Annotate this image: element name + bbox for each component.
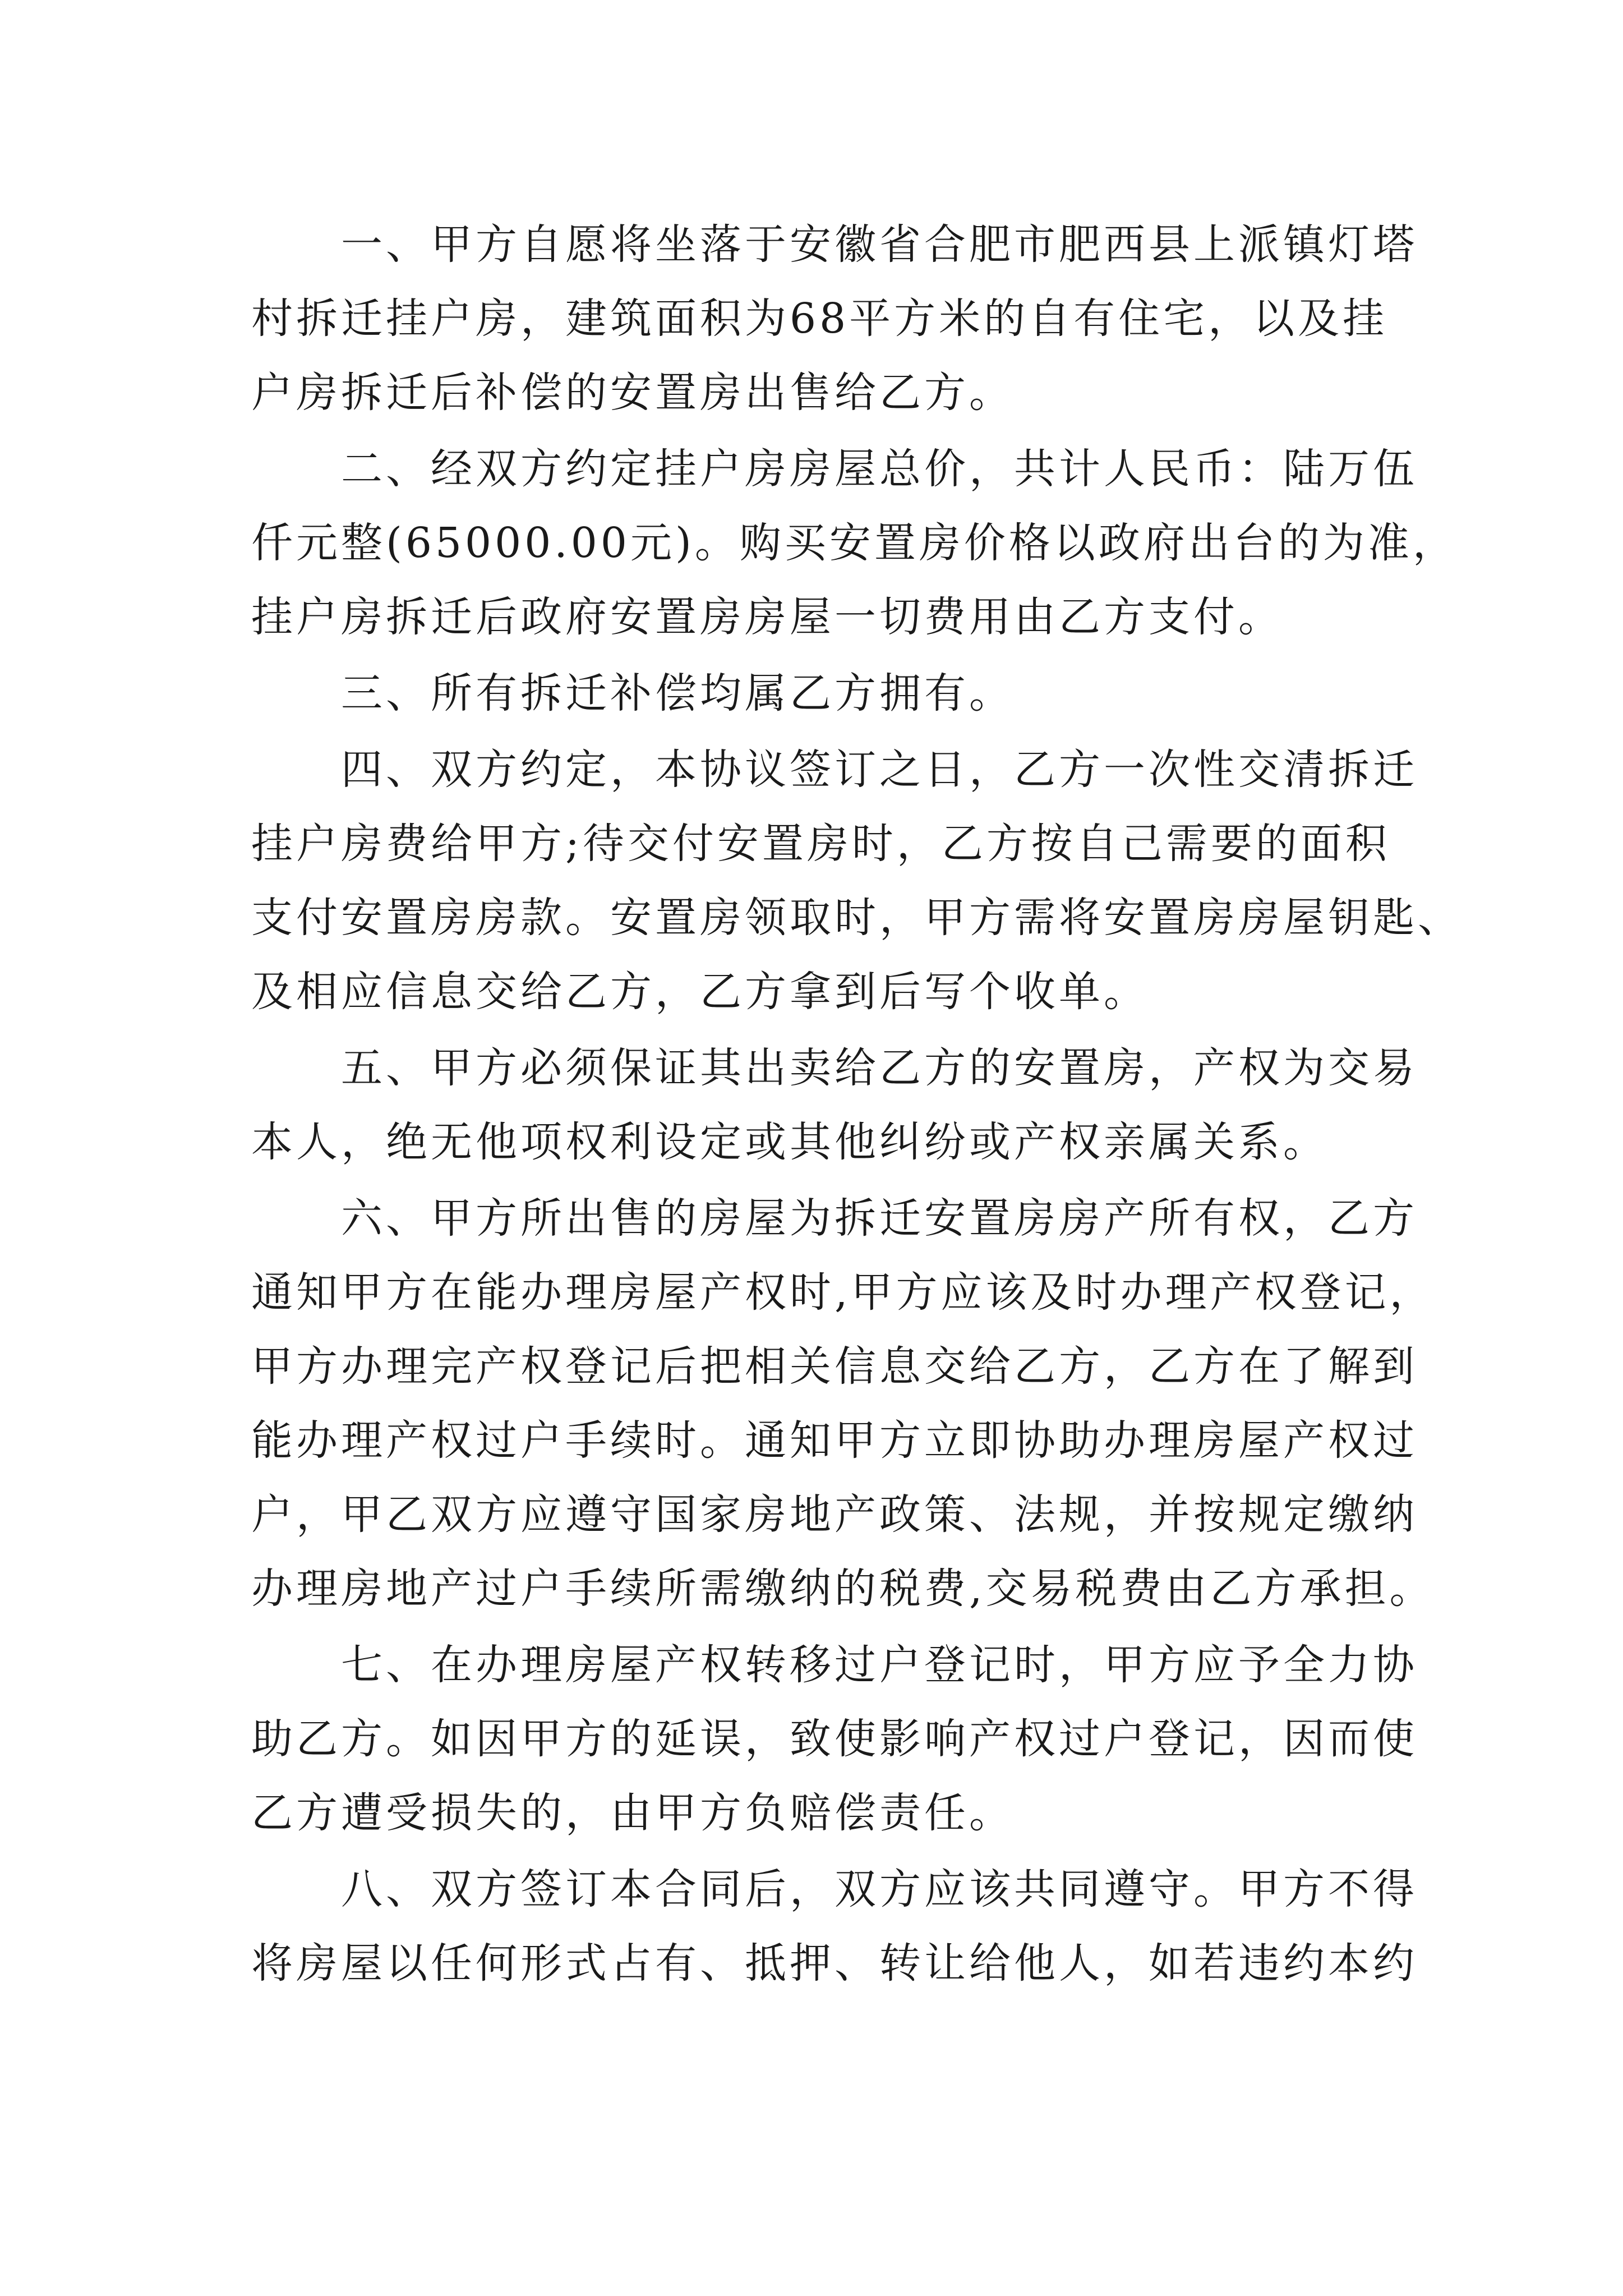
clause-line: 户，甲乙双方应遵守国家房地产政策、法规，并按规定缴纳 bbox=[251, 1490, 1418, 1539]
clause-2 bbox=[251, 432, 1458, 654]
clause-line: 挂户房拆迁后政府安置房房屋一切费用由乙方支付。 bbox=[251, 593, 1283, 641]
clause-line: 本人，绝无他项权利设定或其他纠纷或产权亲属关系。 bbox=[251, 1118, 1328, 1166]
clause-line: 六、甲方所出售的房屋为拆迁安置房房产所有权，乙方 bbox=[341, 1194, 1418, 1243]
clause-line: 五、甲方必须保证其出卖给乙方的安置房，产权为交易 bbox=[341, 1044, 1418, 1092]
clause-line: 将房屋以任何形式占有、抵押、转让给他人，如若违约本约 bbox=[251, 1939, 1418, 1987]
clause-line: 通知甲方在能办理房屋产权时,甲方应该及时办理产权登记， bbox=[251, 1268, 1435, 1317]
clause-line: 八、双方签订本合同后，双方应该共同遵守。甲方不得 bbox=[341, 1865, 1418, 1913]
clause-line: 挂户房费给甲方;待交付安置房时，乙方按自己需要的面积 bbox=[251, 820, 1390, 868]
clause-3 bbox=[251, 656, 1384, 730]
clause-4 bbox=[251, 733, 1463, 1029]
clause-8 bbox=[251, 1852, 1418, 2000]
clause-5 bbox=[251, 1031, 1418, 1179]
clause-1 bbox=[251, 208, 1418, 430]
clause-line: 甲方办理完产权登记后把相关信息交给乙方，乙方在了解到 bbox=[251, 1342, 1418, 1391]
clause-line: 三、所有拆迁补偿均属乙方拥有。 bbox=[341, 669, 1014, 717]
clause-line: 村拆迁挂户房，建筑面积为68平方米的自有住宅，以及挂 bbox=[251, 295, 1388, 343]
clause-line: 支付安置房房款。安置房领取时，甲方需将安置房房屋钥匙、 bbox=[251, 894, 1463, 942]
clause-line: 办理房地产过户手续所需缴纳的税费,交易税费由乙方承担。 bbox=[251, 1565, 1435, 1613]
clause-line: 乙方遭受损失的，由甲方负赔偿责任。 bbox=[251, 1789, 1014, 1837]
clause-7 bbox=[251, 1628, 1418, 1850]
clause-line: 一、甲方自愿将坐落于安徽省合肥市肥西县上派镇灯塔 bbox=[341, 220, 1418, 269]
clause-line: 助乙方。如因甲方的延误，致使影响产权过户登记，因而使 bbox=[251, 1715, 1418, 1763]
clause-line: 七、在办理房屋产权转移过户登记时，甲方应予全力协 bbox=[341, 1641, 1418, 1689]
clause-line: 仟元整(65000.00元)。购买安置房价格以政府出台的为准， bbox=[251, 519, 1458, 567]
clause-line: 二、经双方约定挂户房房屋总价，共计人民币：陆万伍 bbox=[341, 445, 1418, 493]
document-body bbox=[251, 208, 1463, 2000]
clause-line: 四、双方约定，本协议签订之日，乙方一次性交清拆迁 bbox=[341, 746, 1418, 794]
clause-line: 能办理产权过户手续时。通知甲方立即协助办理房屋产权过 bbox=[251, 1416, 1418, 1465]
clause-line: 及相应信息交给乙方，乙方拿到后写个收单。 bbox=[251, 968, 1149, 1016]
clause-line: 户房拆迁后补偿的安置房出售给乙方。 bbox=[251, 369, 1014, 417]
clause-6 bbox=[251, 1181, 1435, 1626]
